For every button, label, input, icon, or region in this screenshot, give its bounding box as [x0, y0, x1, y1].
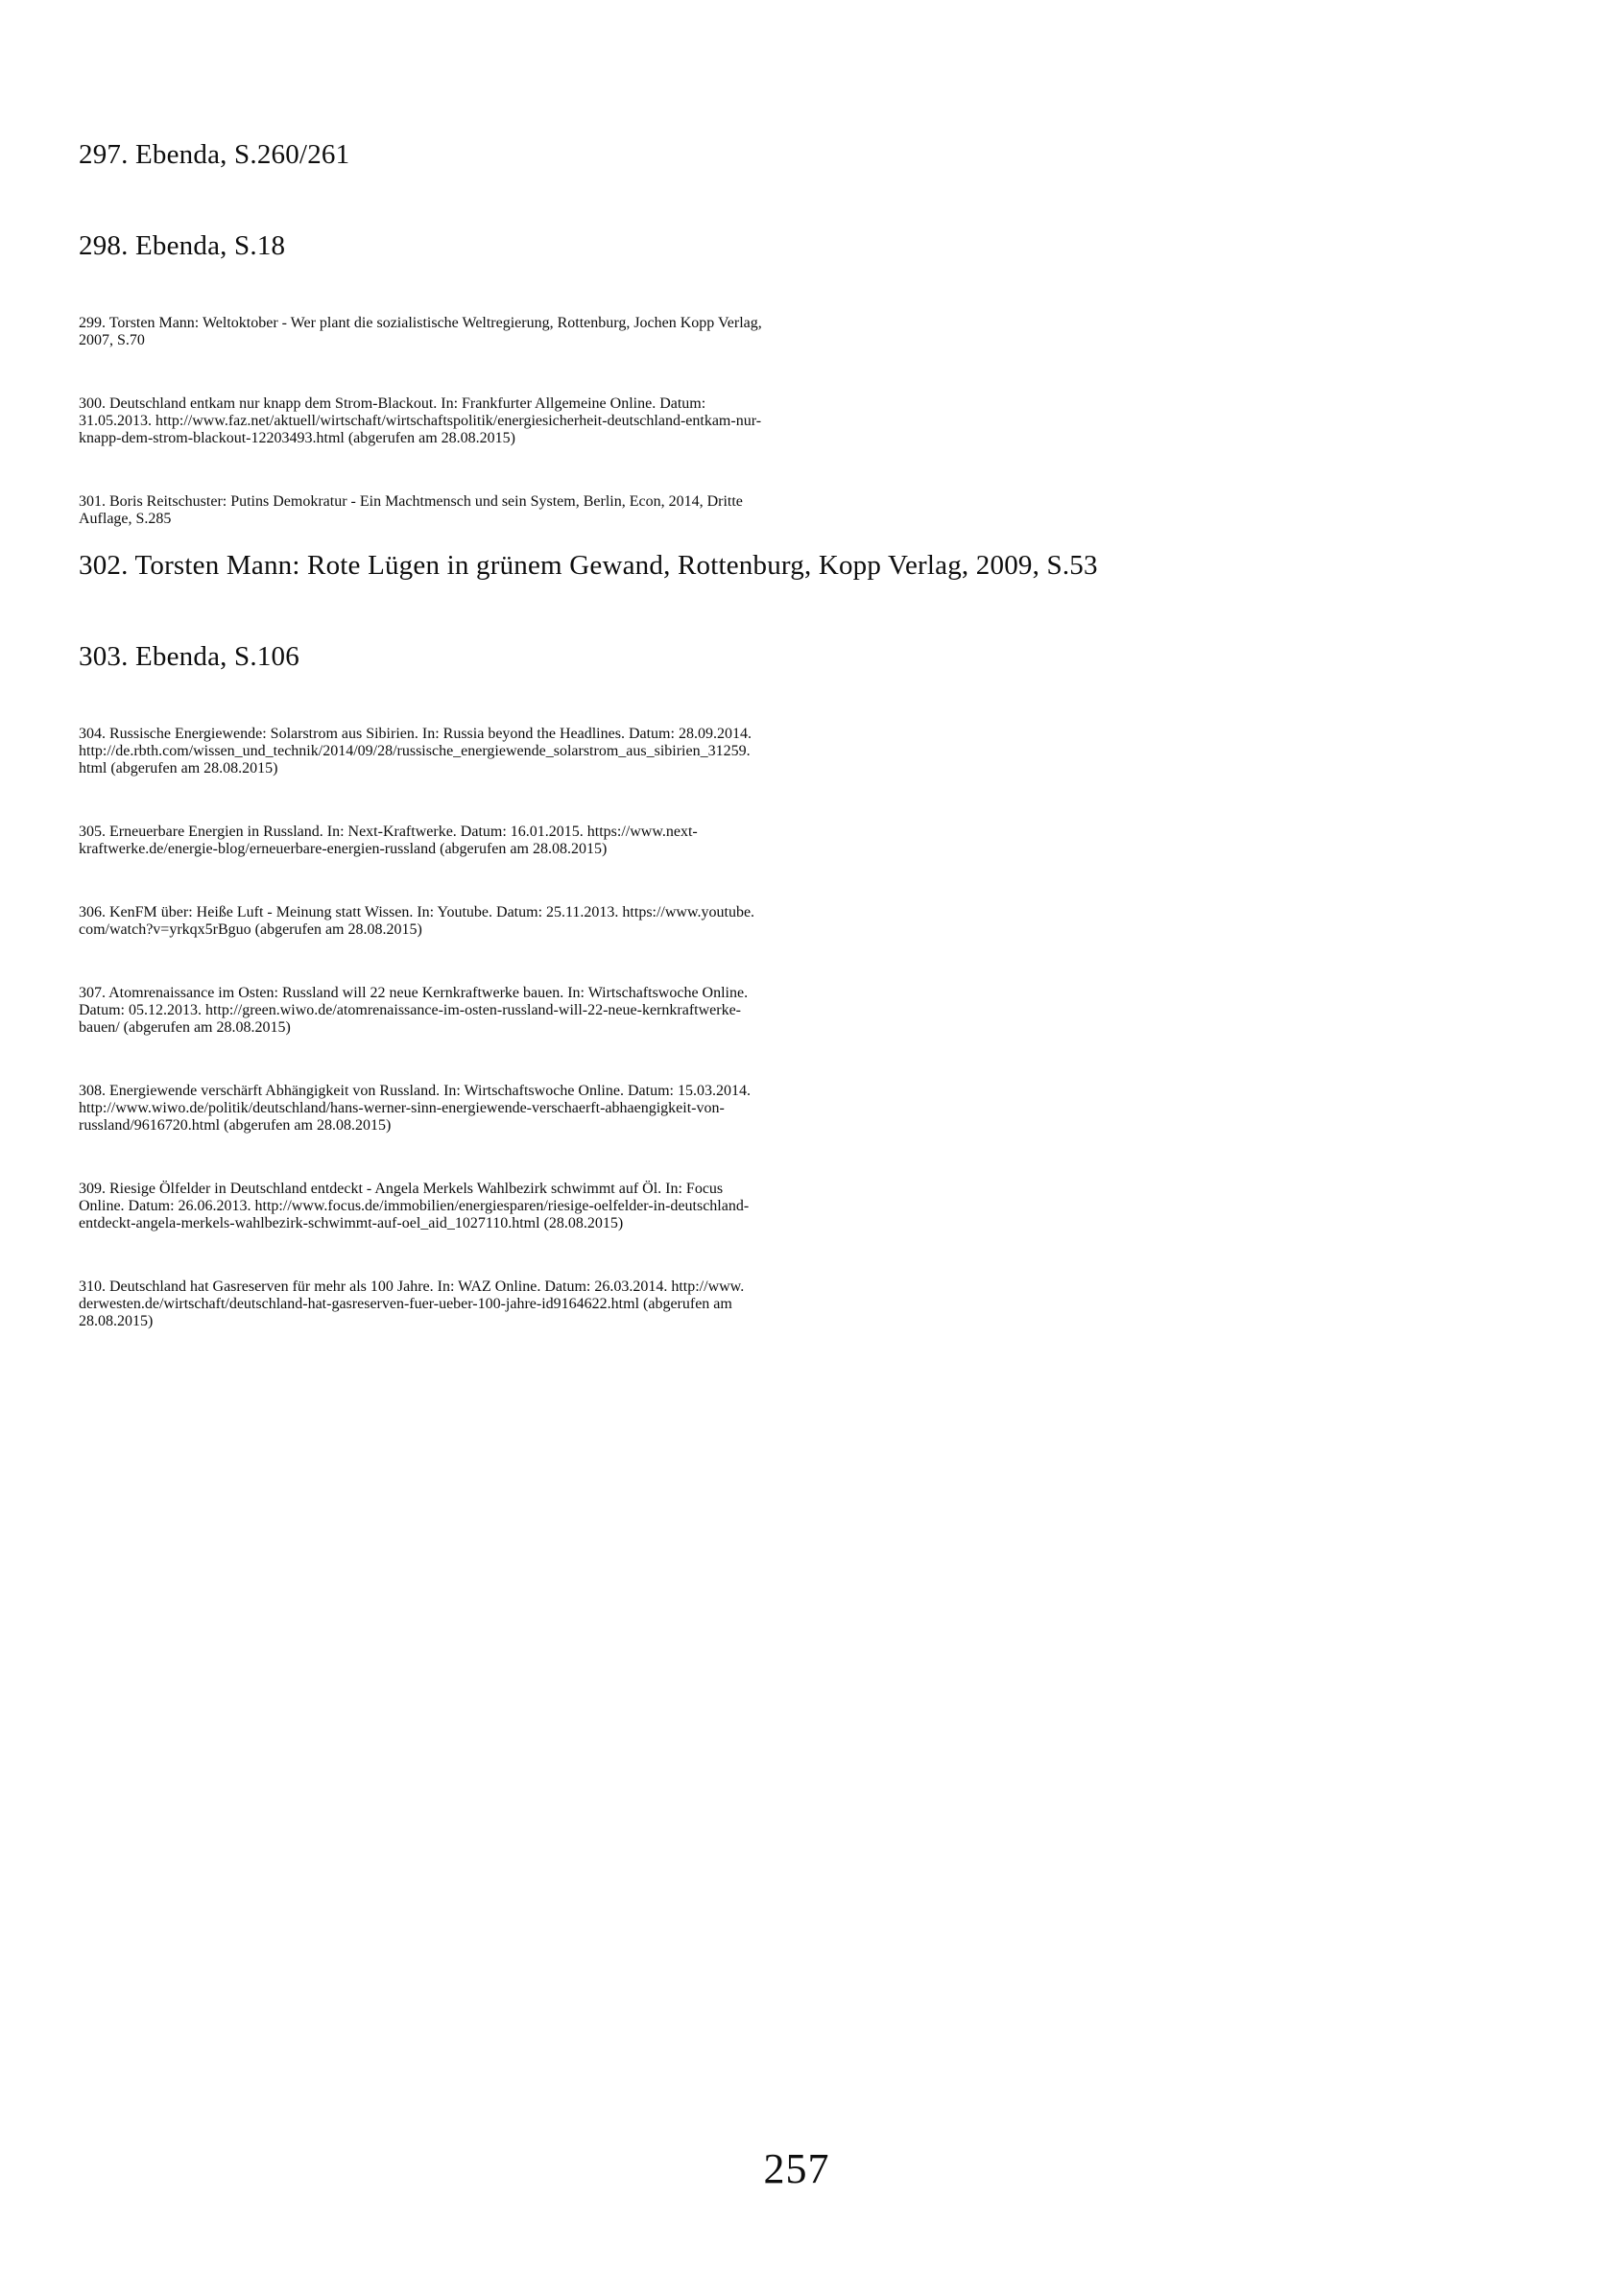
reference-line: http://de.rbth.com/wissen_und_technik/2014/09/28/russische_energiewende_solarstrom_aus_sibirien_31259. — [79, 743, 751, 759]
page-number: 257 — [763, 2145, 830, 2192]
reference-line: 301. Boris Reitschuster: Putins Demokratur - Ein Machtmensch und sein System, Berlin, Econ, 2014, Dritte — [79, 493, 743, 510]
reference-line: 305. Erneuerbare Energien in Russland. In: Next-Kraftwerke. Datum: 16.01.2015. https://www.next- — [79, 824, 698, 840]
reference-line: Datum: 05.12.2013. http://green.wiwo.de/atomrenaissance-im-osten-russland-will-22-neue-kernkraftwerke- — [79, 1002, 742, 1018]
endnotes-list — [79, 132, 1499, 1346]
reference-line: 309. Riesige Ölfelder in Deutschland entdeckt - Angela Merkels Wahlbezirk schwimmt auf Öl. In: Focus — [79, 1181, 724, 1197]
reference-line: Auflage, S.285 — [79, 511, 172, 527]
reference-line: 310. Deutschland hat Gasreserven für mehr als 100 Jahre. In: WAZ Online. Datum: 26.03.2014. http://www. — [79, 1278, 745, 1295]
reference-line: 2007, S.70 — [79, 332, 145, 348]
reference-line: Online. Datum: 26.06.2013. http://www.focus.de/immobilien/energiesparen/riesige-oelfelder-in-deutschland- — [79, 1198, 750, 1214]
reference-line: 300. Deutschland entkam nur knapp dem Strom-Blackout. In: Frankfurter Allgemeine Online. Datum: — [79, 395, 706, 412]
reference-line: com/watch?v=yrkqx5rBguo (abgerufen am 28.08.2015) — [79, 921, 422, 938]
reference-line: 31.05.2013. http://www.faz.net/aktuell/wirtschaft/wirtschaftspolitik/energiesicherheit-deutschland-entkam-nur- — [79, 413, 762, 429]
reference-line: 28.08.2015) — [79, 1313, 154, 1329]
reference-line: html (abgerufen am 28.08.2015) — [79, 760, 278, 777]
reference-entry — [79, 132, 1499, 178]
reference-line: 304. Russische Energiewende: Solarstrom aus Sibirien. In: Russia beyond the Headlines. Datum: 28.09.2014. — [79, 726, 752, 742]
reference-line: 306. KenFM über: Heiße Luft - Meinung statt Wissen. In: Youtube. Datum: 25.11.2013. https://www.youtube. — [79, 904, 755, 920]
reference-line: entdeckt-angela-merkels-wahlbezirk-schwimmt-auf-oel_aid_1027110.html (28.08.2015) — [79, 1215, 624, 1231]
reference-line: derwesten.de/wirtschaft/deutschland-hat-gasreserven-fuer-ueber-100-jahre-id9164622.html (abgerufen am — [79, 1296, 732, 1312]
reference-entry — [79, 634, 1499, 680]
reference-line: bauen/ (abgerufen am 28.08.2015) — [79, 1019, 291, 1036]
reference-line: 308. Energiewende verschärft Abhängigkeit von Russland. In: Wirtschaftswoche Online. Datum: 15.03.2014. — [79, 1083, 751, 1099]
reference-line: 303. Ebenda, S.106 — [79, 641, 299, 672]
reference-line: http://www.wiwo.de/politik/deutschland/hans-werner-sinn-energiewende-verschaerft-abhaengigkeit-von- — [79, 1100, 725, 1116]
reference-line: russland/9616720.html (abgerufen am 28.08.2015) — [79, 1117, 392, 1134]
reference-line: 302. Torsten Mann: Rote Lügen in grünem Gewand, Rottenburg, Kopp Verlag, 2009, S.53 — [79, 550, 1098, 581]
reference-line: 297. Ebenda, S.260/261 — [79, 139, 350, 170]
reference-entry — [79, 224, 1499, 269]
reference-entry — [79, 543, 1499, 588]
reference-line: 298. Ebenda, S.18 — [79, 230, 286, 261]
reference-line: 307. Atomrenaissance im Osten: Russland will 22 neue Kernkraftwerke bauen. In: Wirtschaftswoche Online. — [79, 985, 749, 1001]
reference-line: knapp-dem-strom-blackout-12203493.html (abgerufen am 28.08.2015) — [79, 430, 515, 446]
reference-line: 299. Torsten Mann: Weltoktober - Wer plant die sozialistische Weltregierung, Rottenburg, Jochen Kopp Verlag, — [79, 315, 762, 331]
reference-line: kraftwerke.de/energie-blog/erneuerbare-energien-russland (abgerufen am 28.08.2015) — [79, 841, 608, 857]
